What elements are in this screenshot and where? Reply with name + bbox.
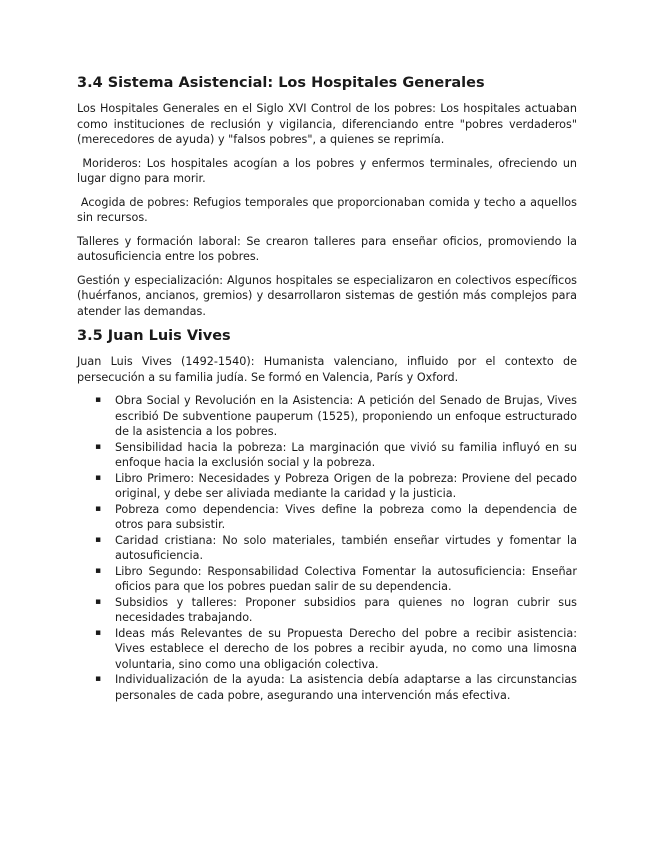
- square-bullet-icon: ▪: [95, 472, 102, 483]
- section-heading-vives: 3.5 Juan Luis Vives: [77, 328, 231, 344]
- list-item: [95, 595, 577, 626]
- paragraph-morideros: Morideros: Los hospitales acogían a los pobres y enfermos terminales, ofreciendo un lugar digno para morir.: [77, 156, 581, 185]
- square-bullet-icon: ▪: [95, 627, 102, 638]
- square-bullet-icon: ▪: [95, 596, 102, 607]
- paragraph-gestion: Gestión y especialización: Algunos hospitales se especializaron en colectivos específicos (huérfanos, ancianos, gremios) y desarrollaron sistemas de gestión más complejos para atender las demandas.: [77, 273, 577, 318]
- list-item: [95, 502, 577, 533]
- paragraph-acogida: Acogida de pobres: Refugios temporales que proporcionaban comida y techo a aquellos sin recursos.: [77, 195, 581, 224]
- paragraph-hospitales-control: Los Hospitales Generales en el Siglo XVI Control de los pobres: Los hospitales actuaban como instituciones de reclusión y vigilancia, diferenciando entre "pobres verdaderos" (merecedores de ayuda) y "falsos pobres", a quienes se reprimía.: [77, 102, 577, 146]
- vives-bullet-list: [77, 393, 577, 703]
- list-item-text: Ideas más Relevantes de su Propuesta Derecho del pobre a recibir asistencia: Vives establece el derecho de los pobres a recibir ayuda, no como una limosna voluntaria, sino como una obligación colectiva.: [115, 626, 577, 671]
- list-item-text: Subsidios y talleres: Proponer subsidios para quienes no logran cubrir sus necesidades trabajando.: [115, 595, 577, 624]
- list-item-text: Pobreza como dependencia: Vives define la pobreza como la dependencia de otros para subsistir.: [115, 502, 577, 531]
- list-item-text: Libro Primero: Necesidades y Pobreza Origen de la pobreza: Proviene del pecado original, y debe ser aliviada mediante la caridad y la justicia.: [115, 471, 577, 500]
- square-bullet-icon: ▪: [95, 503, 102, 514]
- square-bullet-icon: ▪: [95, 534, 102, 545]
- list-item: [95, 626, 577, 673]
- paragraph-vives-intro: Juan Luis Vives (1492-1540): Humanista valenciano, influido por el contexto de persecución a su familia judía. Se formó en Valencia, París y Oxford.: [77, 355, 577, 384]
- list-item: [95, 440, 577, 471]
- square-bullet-icon: ▪: [95, 674, 102, 684]
- square-bullet-icon: ▪: [95, 395, 102, 405]
- list-item-text: Sensibilidad hacia la pobreza: La marginación que vivió su familia influyó en su enfoque hacia la exclusión social y la pobreza.: [115, 440, 577, 469]
- list-item: [95, 471, 577, 502]
- paragraph-talleres: Talleres y formación laboral: Se crearon talleres para enseñar oficios, promoviendo la autosuficiencia entre los pobres.: [77, 234, 577, 263]
- list-item-text: Individualización de la ayuda: La asistencia debía adaptarse a las circunstancias personales de cada pobre, asegurando una intervención más efectiva.: [115, 673, 577, 702]
- section-heading-hospitales: 3.4 Sistema Asistencial: Los Hospitales Generales: [77, 75, 485, 91]
- list-item: [95, 393, 577, 440]
- square-bullet-icon: ▪: [95, 565, 102, 576]
- list-item: [95, 672, 577, 703]
- list-item-text: Libro Segundo: Responsabilidad Colectiva Fomentar la autosuficiencia: Enseñar oficios para que los pobres puedan salir de su dependencia.: [115, 564, 577, 593]
- list-item: [95, 564, 577, 595]
- list-item-text: Obra Social y Revolución en la Asistencia: A petición del Senado de Brujas, Vives escribió De subventione pauperum (1525), proponiendo un enfoque estructurado de la asistencia a los pobres.: [115, 394, 577, 438]
- document-page: [77, 74, 581, 703]
- square-bullet-icon: ▪: [95, 441, 102, 452]
- list-item-text: Caridad cristiana: No solo materiales, también enseñar virtudes y fomentar la autosuficiencia.: [115, 533, 577, 562]
- list-item: [95, 533, 577, 564]
